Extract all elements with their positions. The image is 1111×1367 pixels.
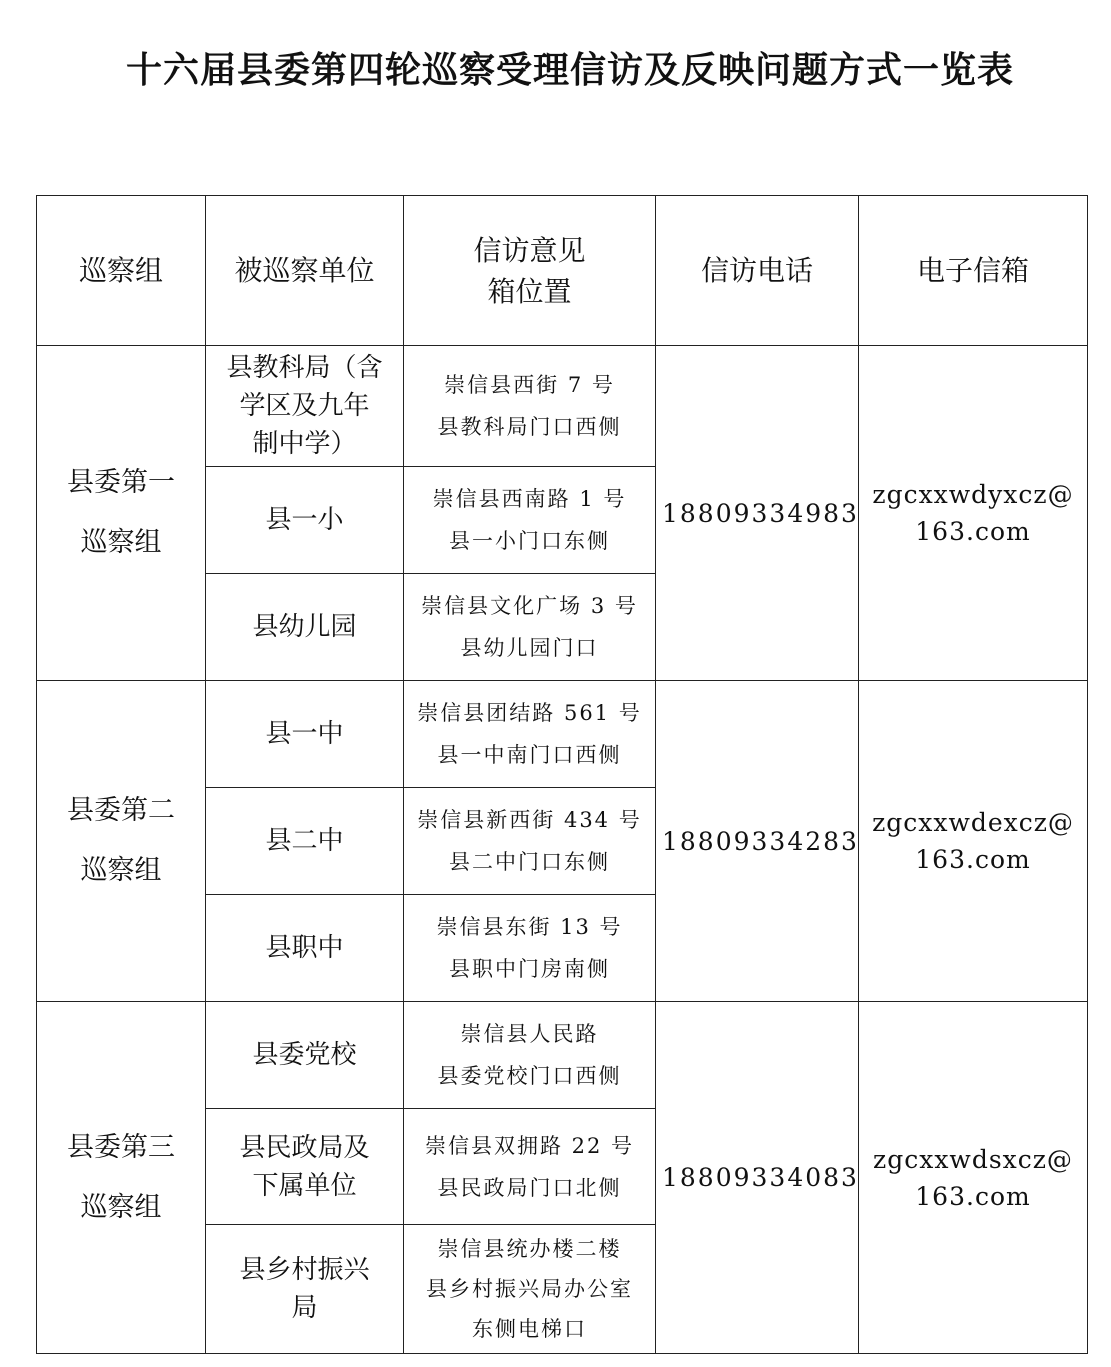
location-cell: 崇信县人民路 县委党校门口西侧 [404, 1002, 656, 1109]
unit-cell: 县民政局及 下属单位 [206, 1109, 404, 1225]
unit-cell: 县职中 [206, 895, 404, 1002]
table-row [37, 681, 1088, 788]
email-cell: zgcxxwdexcz@ 163.com [859, 681, 1088, 1002]
unit-cell: 县一中 [206, 681, 404, 788]
header-unit: 被巡察单位 [206, 196, 404, 346]
location-cell: 崇信县统办楼二楼 县乡村振兴局办公室 东侧电梯口 [404, 1225, 656, 1354]
phone-cell: 18809334983 [656, 346, 859, 681]
unit-cell: 县一小 [206, 467, 404, 574]
group-name-cell: 县委第二 巡察组 [37, 681, 206, 1002]
email-cell: zgcxxwdsxcz@ 163.com [859, 1002, 1088, 1354]
unit-cell: 县乡村振兴 局 [206, 1225, 404, 1354]
phone-cell: 18809334083 [656, 1002, 859, 1354]
header-email: 电子信箱 [859, 196, 1088, 346]
group-name-cell: 县委第一 巡察组 [37, 346, 206, 681]
header-group: 巡察组 [37, 196, 206, 346]
table-header-row [37, 196, 1088, 346]
header-location: 信访意见 箱位置 [404, 196, 656, 346]
location-cell: 崇信县双拥路 22 号 县民政局门口北侧 [404, 1109, 656, 1225]
unit-cell: 县教科局（含 学区及九年 制中学） [206, 346, 404, 467]
inspection-table [36, 195, 1088, 1354]
table-row [37, 346, 1088, 467]
location-cell: 崇信县团结路 561 号 县一中南门口西侧 [404, 681, 656, 788]
location-cell: 崇信县西街 7 号 县教科局门口西侧 [404, 346, 656, 467]
location-cell: 崇信县文化广场 3 号 县幼儿园门口 [404, 574, 656, 681]
email-cell: zgcxxwdyxcz@ 163.com [859, 346, 1088, 681]
header-phone: 信访电话 [656, 196, 859, 346]
phone-cell: 18809334283 [656, 681, 859, 1002]
location-cell: 崇信县新西街 434 号 县二中门口东侧 [404, 788, 656, 895]
table-row [37, 1002, 1088, 1109]
unit-cell: 县二中 [206, 788, 404, 895]
location-cell: 崇信县西南路 1 号 县一小门口东侧 [404, 467, 656, 574]
page-title: 十六届县委第四轮巡察受理信访及反映问题方式一览表 [125, 49, 1014, 91]
unit-cell: 县幼儿园 [206, 574, 404, 681]
group-name-cell: 县委第三 巡察组 [37, 1002, 206, 1354]
location-cell: 崇信县东街 13 号 县职中门房南侧 [404, 895, 656, 1002]
unit-cell: 县委党校 [206, 1002, 404, 1109]
